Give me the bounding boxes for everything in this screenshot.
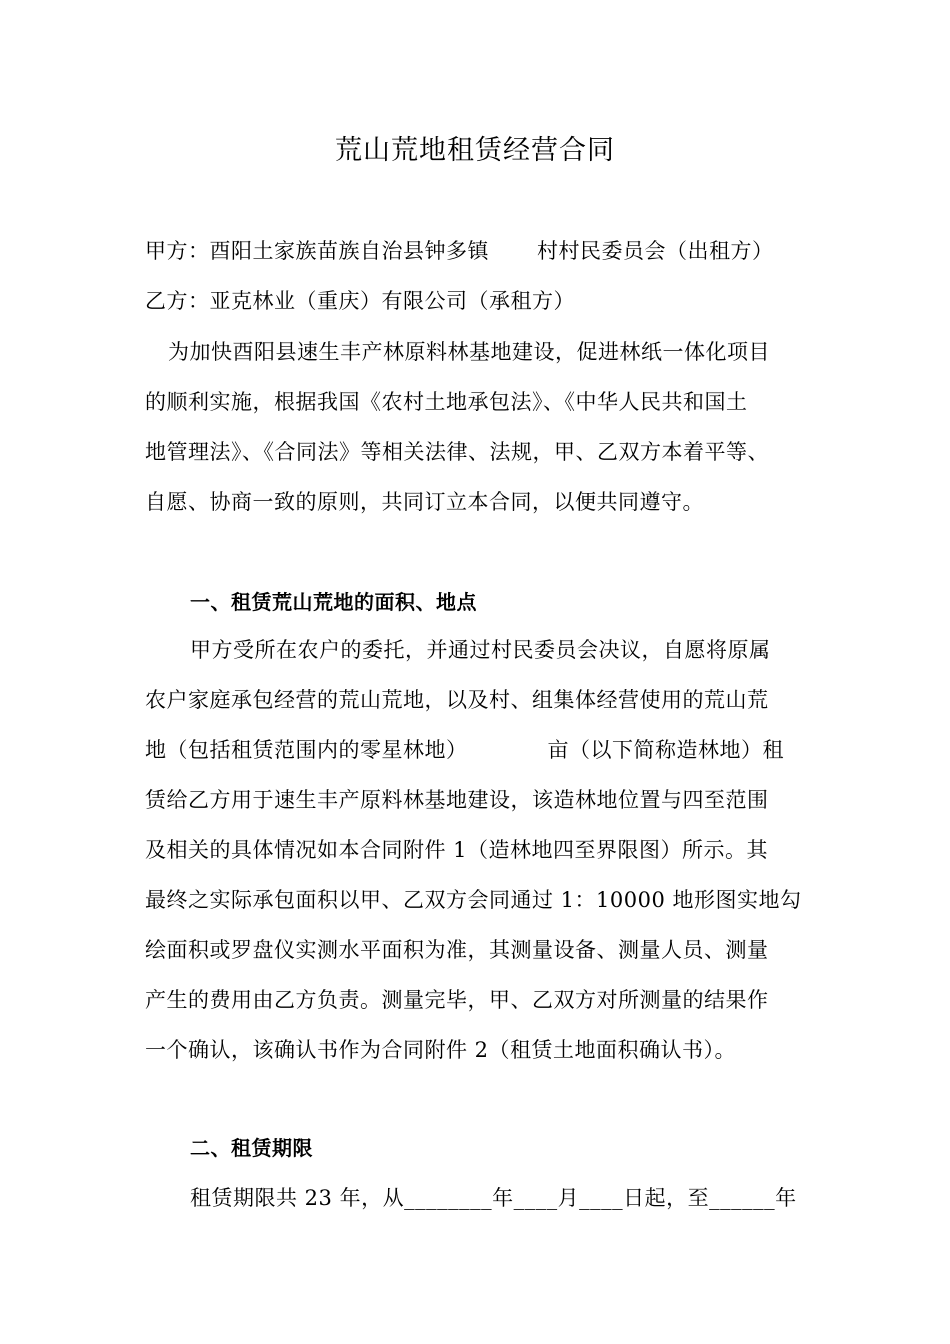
section-1-heading: 一、租赁荒山荒地的面积、地点 bbox=[190, 590, 477, 614]
intro-line-1: 为加快酉阳县速生丰产林原料林基地建设，促进林纸一体化项目 bbox=[168, 340, 770, 364]
area-prefix: 地（包括租赁范围内的零星林地） bbox=[145, 738, 468, 762]
party-a-suffix: 村村民委员会（出租方） bbox=[537, 239, 774, 263]
intro-line-3: 地管理法》、《合同法》等相关法律、法规，甲、乙双方本着平等、 bbox=[145, 440, 769, 464]
section-1-line-5: 及相关的具体情况如本合同附件 1（造林地四至界限图）所示。其 bbox=[145, 838, 769, 862]
contract-title: 荒山荒地租赁经营合同 bbox=[335, 135, 615, 166]
party-a-prefix: 甲方：酉阳土家族苗族自治县钟多镇 bbox=[145, 239, 489, 263]
section-1-line-7: 绘面积或罗盘仪实测水平面积为准，其测量设备、测量人员、测量 bbox=[145, 938, 769, 962]
section-1-line-9: 一个确认，该确认书作为合同附件 2（租赁土地面积确认书）。 bbox=[145, 1038, 737, 1062]
section-1-line-8: 产生的费用由乙方负责。测量完毕，甲、乙双方对所测量的结果作 bbox=[145, 988, 769, 1012]
section-2-line-1: 租赁期限共 23 年，从________年____月____日起，至______年 bbox=[190, 1186, 797, 1210]
section-1-line-2: 农户家庭承包经营的荒山荒地，以及村、组集体经营使用的荒山荒 bbox=[145, 688, 769, 712]
section-1-line-3 bbox=[145, 737, 784, 763]
area-suffix: 亩（以下简称造林地）租 bbox=[547, 738, 784, 762]
intro-line-2: 的顺利实施，根据我国《农村土地承包法》、《中华人民共和国土 bbox=[145, 390, 748, 414]
section-1-line-6: 最终之实际承包面积以甲、乙双方会同通过 1：10000 地形图实地勾 bbox=[145, 888, 802, 912]
section-2-heading: 二、租赁期限 bbox=[190, 1136, 313, 1160]
section-1-line-1: 甲方受所在农户的委托，并通过村民委员会决议，自愿将原属 bbox=[190, 638, 771, 662]
intro-line-4: 自愿、协商一致的原则，共同订立本合同，以便共同遵守。 bbox=[145, 490, 704, 514]
party-a-line bbox=[145, 238, 774, 264]
section-1-line-4: 赁给乙方用于速生丰产原料林基地建设，该造林地位置与四至范围 bbox=[145, 788, 769, 812]
party-b-line: 乙方：亚克林业（重庆）有限公司（承租方） bbox=[145, 289, 575, 313]
